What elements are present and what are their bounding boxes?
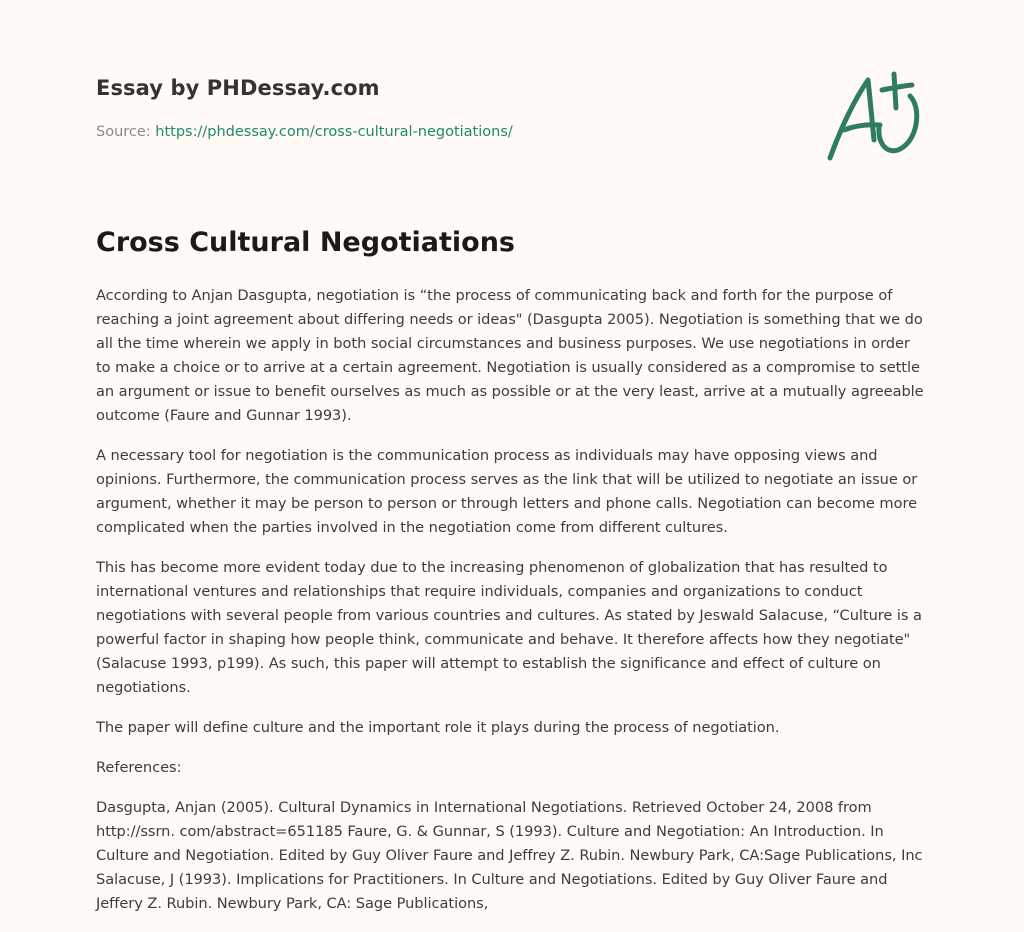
references-heading: References: (96, 759, 182, 776)
source-link[interactable]: https://phdessay.com/cross-cultural-negotiations/ (155, 124, 513, 140)
source-label: Source: (96, 124, 156, 140)
paragraph-communication: A necessary tool for negotiation is the communication process as individuals may have opposing views and opinions. Furthermore, the communication process serves as the link that will be utilized to negotiate an issue or argument, whether it may be person to person or through letters and phone calls. Negotiation can become more complicated when the parties involved in the negotiation come from different cultures. (96, 447, 918, 536)
site-title: Essay by PHDessay.com (96, 76, 380, 100)
references-list: Dasgupta, Anjan (2005). Cultural Dynamics in International Negotiations. Retrieved October 24, 2008 from http://ssrn. com/abstract=651185 Faure, G. & Gunnar, S (1993). Culture and Negotiation: An Introduction. In Culture and Negotiation. Edited by Guy Oliver Faure and Jeffrey Z. Rubin. Newbury Park, CA:Sage Publications, Inc Salacuse, J (1993). Implications for Practitioners. In Culture and Negotiations. Edited by Guy Oliver Faure and Jeffery Z. Rubin. Newbury Park, CA: Sage Publications, (96, 799, 923, 912)
paragraph-thesis: The paper will define culture and the important role it plays during the process of negotiation. (96, 719, 780, 736)
essay-body (96, 284, 928, 932)
essay-title: Cross Cultural Negotiations (96, 227, 516, 258)
paragraph-globalization: This has become more evident today due to the increasing phenomenon of globalization that has resulted to international ventures and relationships that require individuals, companies and organizations to conduct negotiations with several people from various countries and cultures. As stated by Jeswald Salacuse, “Culture is a powerful factor in shaping how people think, communicate and behave. It therefore affects how they negotiate" (Salacuse 1993, p199). As such, this paper will attempt to establish the significance and effect of culture on negotiations. (96, 559, 922, 696)
paragraph-intro: According to Anjan Dasgupta, negotiation is “the process of communicating back and forth for the purpose of reaching a joint agreement about differing needs or ideas" (Dasgupta 2005). Negotiation is something that we do all the time wherein we apply in both social circumstances and business purposes. We use negotiations in order to make a choice or to arrive at a certain agreement. Negotiation is usually considered as a compromise to settle an argument or issue to benefit ourselves as much as possible or at the very least, arrive at a mutually agreeable outcome (Faure and Gunnar 1993). (96, 287, 924, 424)
source-line (96, 124, 513, 140)
a-plus-grade-icon (826, 68, 926, 164)
